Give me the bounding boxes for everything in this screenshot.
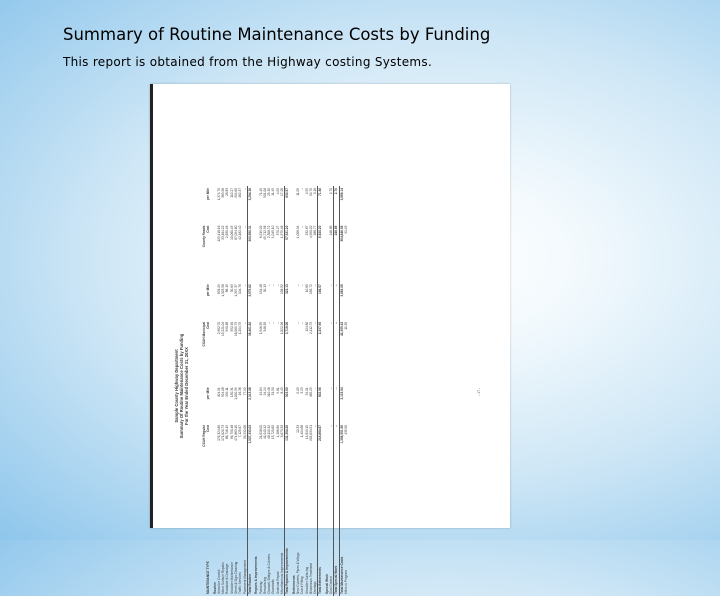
report-page-number: - 17 -: [477, 387, 481, 396]
report-page-image: [150, 84, 510, 594]
slide-title: Summary of Routine Maintenance Costs by Funding: [63, 25, 491, 44]
slide-subtitle: This report is obtained from the Highway costing Systems.: [63, 55, 433, 69]
report-scan: [172, 176, 492, 596]
page-edge: [150, 84, 153, 528]
report-header: Sample County Highway Department Summary Of Routine Maintenance Costs by Funding For the Year Ended December 31, 20XX: [174, 333, 189, 439]
report-table: MAINTENANCE TYPE CSAH Regular Cost per Mile CSAH Municipal Cost per Mile County Roads Cost per Mile Routine Snow/Ice Control 176,324.80 404.91 2,562.70 633.29 125,418.16 1,374.70 Minor Surface Repairs 171,620.73 394.08 15,221.04 1,323.56 33,164.22 363.56 Roadside & Drainage 86,716.19 199.11 990.68 86.15 2,630.46 28.83 Shoulder Maintenance 56,750.48 130.31 352.90 30.69 10,060.45 110.27 Street & Sign Cleaning 474,863.10 1,090.39 16,069.75 1,397.37 87,094.60 954.65 Traffic Services 7,125.67 16.36 1,204.75 104.76 42,182.42 462.37 Pavement Management 33,932.06 77.92 -- -- -- -- Total Routine 1,007,333.03 2,313.08 36,401.82 3,575.82 300,550.31 3,294.38 Repairs & Improvements Patching 21,618.00 49.64 1,546.55 134.48 6,519.09 71.45 Resurfacing 41,040.12 94.24 346.55 30.13 45,712.56 501.06 Channel, Bridges & Culverts 48,115.32 110.48 -- -- 2,308.72 25.30 Guardrails 13,720.60 31.50 -- -- 1,045.10 11.45 Sealcoat Repair 4,186.89 9.61 -- -- 370.27 4.05 Miscellaneous Improvements 3,673.33 8.43 1,822.96 158.52 1,575.46 17.26 Total Repairs & Improvements 132,354.26 303.90 3,716.06 323.13 57,531.20 630.57 Betterments New Culverts, Pipes & Wings 12.33 0.03 -- -- 1,008.34 11.05 Crack Filling 1,404.68 3.23 -- -- -- -- Shoulder Surfacing 14,813.15 34.01 124.80 10.85 232.87 2.55 Bituminous Treatment 202,634.51 465.29 2,112.75 183.72 4,990.22 54.70 Overlays -- -- -- -- 288.77 3.16 Total Betterments 218,864.67 502.56 2,237.55 194.57 6,520.20 71.46 Special Work Dust Control -- -- -- -- 246.85 2.70 Total Special Work -- -- -- -- 246.85 2.70 Total Maintenance Costs 1,358,551.96 3,119.54 42,355.43 3,683.09 364,848.56 3,999.14 Miles in Program 435.50 11.50 91.23: [202, 188, 348, 594]
